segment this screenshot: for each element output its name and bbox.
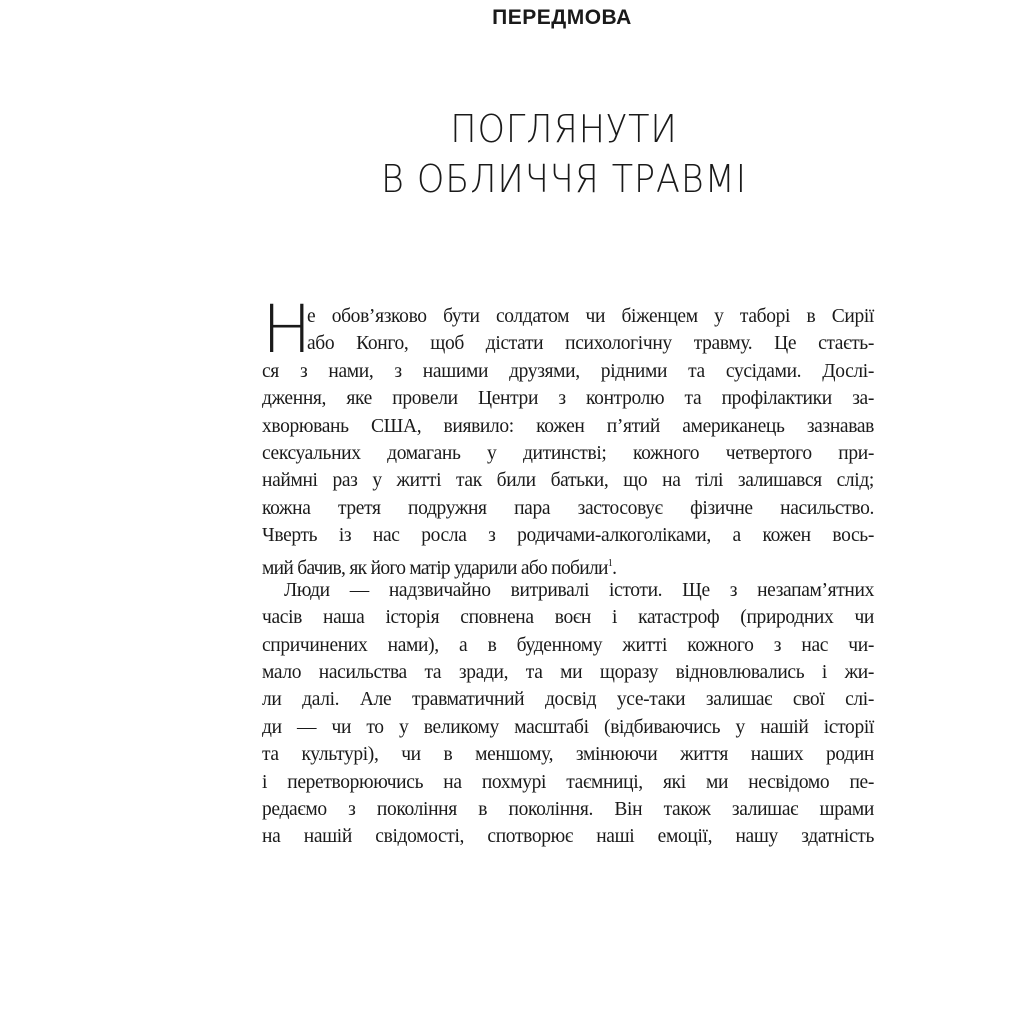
body-text bbox=[262, 303, 874, 851]
text-line: хворювань США, виявило: кожен п’ятий американець зазнавав bbox=[262, 415, 874, 437]
text-line: або Конго, щоб дістати психологічну травму. Це стаєть- bbox=[307, 333, 874, 355]
text-line: дження, яке провели Центри з контролю та профілактики за- bbox=[262, 388, 874, 410]
text-line: наймні раз у житті так били батьки, що на тілі залишався слід; bbox=[262, 470, 874, 492]
text-line: та культурі), чи в меншому, змінюючи життя наших родин bbox=[262, 744, 874, 766]
text-line-content: мий бачив, як його матір ударили або побили bbox=[262, 557, 608, 579]
text-line: мало насильства та зради, та ми щоразу відновлювались і жи- bbox=[262, 662, 874, 684]
chapter-title bbox=[0, 104, 1024, 204]
chapter-title-line: ПОГЛЯНУТИ bbox=[450, 107, 678, 151]
text-line: ся з нами, з нашими друзями, рідними та сусідами. Дослі- bbox=[262, 360, 874, 382]
text-line: Чверть із нас росла з родичами-алкоголіками, а кожен вось- bbox=[262, 525, 874, 547]
text-line bbox=[262, 550, 874, 577]
chapter-title-line: В ОБЛИЧЧЯ ТРАВМІ bbox=[381, 157, 747, 201]
text-line: на нашій свідомості, спотворює наші емоції, нашу здатність bbox=[262, 826, 874, 848]
text-line: кожна третя подружня пара застосовує фізичне насильство. bbox=[262, 497, 874, 519]
text-line: спричинених нами), а в буденному житті кожного з нас чи- bbox=[262, 634, 874, 656]
text-line: ли далі. Але травматичний досвід усе-таки залишає свої слі- bbox=[262, 689, 874, 711]
sentence-end: . bbox=[612, 557, 617, 579]
text-line: і перетворюючись на похмурі таємниці, які ми несвідомо пе- bbox=[262, 771, 874, 793]
text-line: сексуальних домагань у дитинстві; кожного четвертого при- bbox=[262, 442, 874, 464]
text-line: ди — чи то у великому масштабі (відбиваючись у нашій історії bbox=[262, 716, 874, 738]
section-label: ПЕРЕДМОВА bbox=[492, 6, 632, 29]
text-line: редаємо з покоління в покоління. Він також залишає шрами bbox=[262, 799, 874, 821]
drop-cap: Н bbox=[262, 291, 312, 368]
text-line: Люди — надзвичайно витривалі істоти. Ще з незапам’ятних bbox=[284, 579, 874, 601]
text-line: е обов’язково бути солдатом чи біженцем у таборі в Сирії bbox=[307, 306, 874, 327]
text-line: часів наша історія сповнена воєн і катастроф (природних чи bbox=[262, 607, 874, 629]
footnote-marker[interactable]: 1 bbox=[607, 557, 613, 569]
